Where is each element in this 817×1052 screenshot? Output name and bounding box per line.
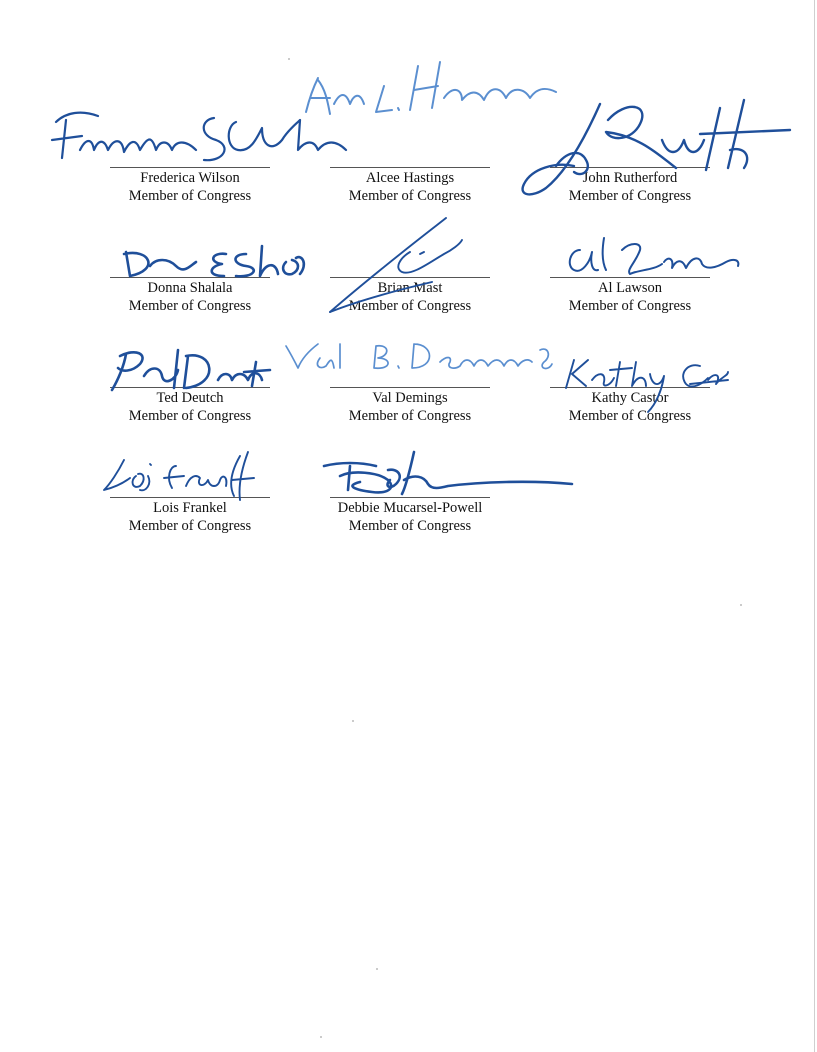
signer-role: Member of Congress bbox=[128, 188, 252, 204]
signer-role: Member of Congress bbox=[128, 298, 252, 314]
signer-role: Member of Congress bbox=[348, 518, 472, 534]
signer-name: Frederica Wilson bbox=[140, 170, 240, 186]
signer-name: Donna Shalala bbox=[147, 280, 233, 296]
signature-deutch bbox=[112, 350, 270, 390]
signer-name: Debbie Mucarsel-Powell bbox=[337, 500, 483, 516]
signature-frankel bbox=[104, 452, 254, 500]
signature-wilson bbox=[52, 113, 346, 161]
signer-role: Member of Congress bbox=[128, 518, 252, 534]
signer-name: Kathy Castor bbox=[591, 390, 669, 406]
signature-shalala bbox=[124, 246, 304, 276]
signer-name: Val Demings bbox=[372, 390, 448, 406]
scan-speck bbox=[288, 58, 290, 60]
signer-name: Lois Frankel bbox=[153, 500, 227, 516]
signature-line bbox=[330, 167, 490, 168]
signer-name: Alcee Hastings bbox=[365, 170, 455, 186]
signature-line bbox=[110, 277, 270, 278]
signer-role: Member of Congress bbox=[568, 298, 692, 314]
signature-line bbox=[110, 167, 270, 168]
signer-name: John Rutherford bbox=[582, 170, 678, 186]
signature-line bbox=[110, 497, 270, 498]
signer-role: Member of Congress bbox=[348, 298, 472, 314]
signer-role: Member of Congress bbox=[568, 408, 692, 424]
signature-lawson bbox=[570, 238, 739, 274]
scan-speck bbox=[376, 968, 378, 970]
signature-demings bbox=[286, 344, 552, 368]
signer-role: Member of Congress bbox=[128, 408, 252, 424]
scan-speck bbox=[740, 604, 742, 606]
signature-line bbox=[550, 167, 710, 168]
scan-speck bbox=[352, 720, 354, 722]
signature-line bbox=[330, 277, 490, 278]
signer-name: Brian Mast bbox=[377, 280, 443, 296]
signature-mucarsel-powell bbox=[324, 452, 572, 494]
signature-line bbox=[110, 387, 270, 388]
signature-line bbox=[550, 277, 710, 278]
signer-role: Member of Congress bbox=[348, 188, 472, 204]
signer-name: Ted Deutch bbox=[156, 390, 224, 406]
signature-line bbox=[330, 497, 490, 498]
signer-role: Member of Congress bbox=[348, 408, 472, 424]
signature-line bbox=[330, 387, 490, 388]
signer-name: Al Lawson bbox=[597, 280, 663, 296]
scan-speck bbox=[320, 1036, 322, 1038]
signer-role: Member of Congress bbox=[568, 188, 692, 204]
signature-line bbox=[550, 387, 710, 388]
signature-hastings bbox=[306, 62, 556, 114]
page-edge bbox=[814, 0, 815, 1052]
